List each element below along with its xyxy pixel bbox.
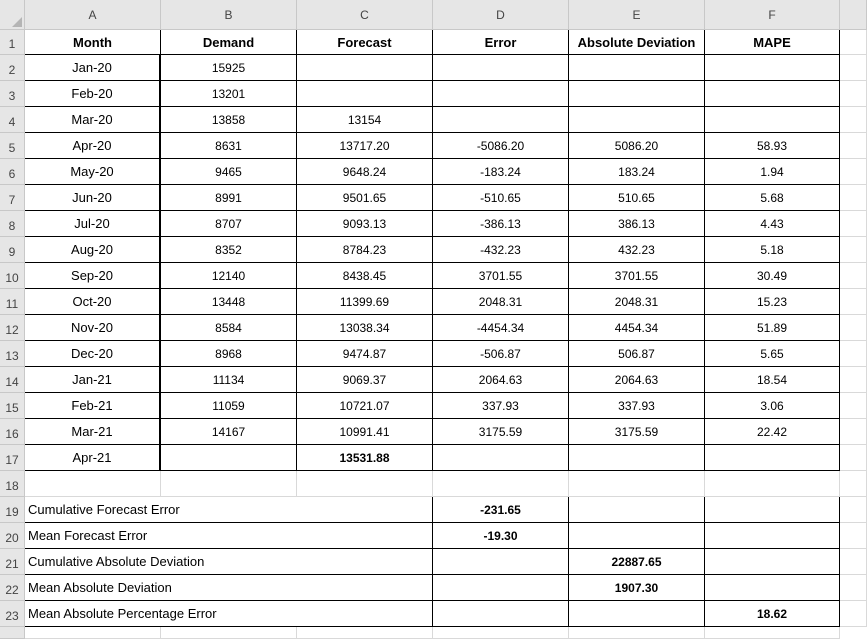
row-header-10[interactable]: 10 — [0, 263, 25, 289]
table-cell-error[interactable]: 3175.59 — [433, 419, 569, 445]
month-cell[interactable]: May-20 — [25, 159, 161, 185]
table-cell-error[interactable]: -506.87 — [433, 341, 569, 367]
table-cell-error[interactable]: -510.65 — [433, 185, 569, 211]
table-cell-forecast[interactable]: 9474.87 — [297, 341, 433, 367]
table-cell-forecast[interactable]: 13038.34 — [297, 315, 433, 341]
row-header-19[interactable]: 19 — [0, 497, 25, 523]
empty-cell[interactable] — [705, 497, 840, 523]
row-header-22[interactable]: 22 — [0, 575, 25, 601]
empty-cell[interactable] — [840, 211, 867, 237]
table-cell-abs-dev[interactable]: 4454.34 — [569, 315, 705, 341]
row-header-1[interactable]: 1 — [0, 30, 25, 55]
row-header-21[interactable]: 21 — [0, 549, 25, 575]
row-header-23[interactable]: 23 — [0, 601, 25, 627]
row-header-13[interactable]: 13 — [0, 341, 25, 367]
table-cell-error[interactable]: 3701.55 — [433, 263, 569, 289]
table-cell-demand[interactable]: 8584 — [161, 315, 297, 341]
empty-cell[interactable] — [569, 627, 705, 639]
table-cell-forecast[interactable] — [297, 55, 433, 81]
month-cell[interactable]: Jun-20 — [25, 185, 161, 211]
row-header-8[interactable]: 8 — [0, 211, 25, 237]
empty-cell[interactable] — [840, 55, 867, 81]
table-cell-forecast[interactable]: 9501.65 — [297, 185, 433, 211]
row-header-3[interactable]: 3 — [0, 81, 25, 107]
row-header-9[interactable]: 9 — [0, 237, 25, 263]
table-cell-abs-dev[interactable]: 2048.31 — [569, 289, 705, 315]
table-cell-error[interactable] — [433, 445, 569, 471]
month-cell[interactable]: Jul-20 — [25, 211, 161, 237]
table-cell-mape[interactable]: 5.68 — [705, 185, 840, 211]
column-header-filler — [840, 0, 867, 30]
table-cell-demand[interactable]: 8352 — [161, 237, 297, 263]
empty-cell[interactable] — [569, 471, 705, 497]
table-cell-demand[interactable]: 12140 — [161, 263, 297, 289]
month-cell[interactable]: Mar-21 — [25, 419, 161, 445]
empty-cell[interactable] — [705, 549, 840, 575]
empty-cell[interactable] — [840, 445, 867, 471]
table-cell-forecast[interactable]: 11399.69 — [297, 289, 433, 315]
empty-cell[interactable] — [161, 471, 297, 497]
table-cell-abs-dev[interactable]: 183.24 — [569, 159, 705, 185]
table-cell-abs-dev[interactable]: 506.87 — [569, 341, 705, 367]
table-cell-forecast[interactable]: 13717.20 — [297, 133, 433, 159]
row-header-5[interactable]: 5 — [0, 133, 25, 159]
empty-cell[interactable] — [840, 471, 867, 497]
empty-cell[interactable] — [840, 263, 867, 289]
empty-cell[interactable] — [840, 601, 867, 627]
table-cell-forecast[interactable]: 10721.07 — [297, 393, 433, 419]
table-header-demand[interactable]: Demand — [161, 30, 297, 55]
column-header-f[interactable]: F — [705, 0, 840, 30]
table-cell-error[interactable]: 2048.31 — [433, 289, 569, 315]
table-header-error[interactable]: Error — [433, 30, 569, 55]
table-cell-demand[interactable]: 8707 — [161, 211, 297, 237]
summary-value[interactable]: 1907.30 — [569, 575, 705, 601]
empty-cell[interactable] — [569, 523, 705, 549]
row-header-4[interactable]: 4 — [0, 107, 25, 133]
month-cell[interactable]: Apr-20 — [25, 133, 161, 159]
row-header-16[interactable]: 16 — [0, 419, 25, 445]
table-cell-error[interactable] — [433, 107, 569, 133]
row-header-15[interactable]: 15 — [0, 393, 25, 419]
table-cell-forecast[interactable]: 13531.88 — [297, 445, 433, 471]
empty-cell[interactable] — [840, 393, 867, 419]
summary-label[interactable]: Mean Absolute Deviation — [25, 575, 433, 601]
month-cell[interactable]: Feb-21 — [25, 393, 161, 419]
table-cell-abs-dev[interactable]: 432.23 — [569, 237, 705, 263]
month-cell[interactable]: Jan-21 — [25, 367, 161, 393]
table-header-mape[interactable]: MAPE — [705, 30, 840, 55]
summary-value[interactable]: 22887.65 — [569, 549, 705, 575]
month-cell[interactable]: Sep-20 — [25, 263, 161, 289]
summary-value[interactable]: -19.30 — [433, 523, 569, 549]
month-cell[interactable]: Mar-20 — [25, 107, 161, 133]
column-header-d[interactable]: D — [433, 0, 569, 30]
table-cell-abs-dev[interactable]: 5086.20 — [569, 133, 705, 159]
table-cell-demand[interactable]: 15925 — [161, 55, 297, 81]
table-cell-demand[interactable]: 8991 — [161, 185, 297, 211]
month-cell[interactable]: Jan-20 — [25, 55, 161, 81]
empty-cell[interactable] — [569, 601, 705, 627]
summary-label[interactable]: Mean Absolute Percentage Error — [25, 601, 433, 627]
table-cell-forecast[interactable]: 10991.41 — [297, 419, 433, 445]
empty-cell[interactable] — [569, 497, 705, 523]
table-cell-mape[interactable] — [705, 55, 840, 81]
empty-cell[interactable] — [840, 159, 867, 185]
summary-value[interactable]: -231.65 — [433, 497, 569, 523]
row-header-14[interactable]: 14 — [0, 367, 25, 393]
table-cell-error[interactable]: -432.23 — [433, 237, 569, 263]
empty-cell[interactable] — [840, 81, 867, 107]
empty-cell[interactable] — [840, 341, 867, 367]
empty-cell[interactable] — [840, 549, 867, 575]
table-cell-error[interactable]: -386.13 — [433, 211, 569, 237]
table-cell-mape[interactable]: 1.94 — [705, 159, 840, 185]
table-cell-demand[interactable]: 9465 — [161, 159, 297, 185]
table-cell-mape[interactable]: 5.65 — [705, 341, 840, 367]
table-cell-mape[interactable]: 58.93 — [705, 133, 840, 159]
table-cell-abs-dev[interactable] — [569, 81, 705, 107]
table-cell-demand[interactable]: 13201 — [161, 81, 297, 107]
row-header-11[interactable]: 11 — [0, 289, 25, 315]
table-cell-mape[interactable]: 22.42 — [705, 419, 840, 445]
table-header-abs-dev[interactable]: Absolute Deviation — [569, 30, 705, 55]
table-cell-mape[interactable]: 3.06 — [705, 393, 840, 419]
empty-cell[interactable] — [25, 627, 161, 639]
table-cell-abs-dev[interactable] — [569, 107, 705, 133]
empty-cell[interactable] — [840, 367, 867, 393]
table-cell-abs-dev[interactable]: 386.13 — [569, 211, 705, 237]
table-cell-error[interactable]: 2064.63 — [433, 367, 569, 393]
table-cell-mape[interactable]: 5.18 — [705, 237, 840, 263]
summary-label[interactable]: Mean Forecast Error — [25, 523, 433, 549]
table-cell-demand[interactable]: 11059 — [161, 393, 297, 419]
table-cell-demand[interactable]: 14167 — [161, 419, 297, 445]
row-header-17[interactable]: 17 — [0, 445, 25, 471]
table-cell-mape[interactable]: 51.89 — [705, 315, 840, 341]
empty-cell[interactable] — [433, 471, 569, 497]
table-cell-demand[interactable]: 13858 — [161, 107, 297, 133]
table-cell-mape[interactable]: 4.43 — [705, 211, 840, 237]
empty-cell[interactable] — [25, 471, 161, 497]
table-cell-forecast[interactable]: 9069.37 — [297, 367, 433, 393]
table-cell-error[interactable]: 337.93 — [433, 393, 569, 419]
empty-cell[interactable] — [161, 627, 297, 639]
row-header-12[interactable]: 12 — [0, 315, 25, 341]
empty-cell[interactable] — [840, 575, 867, 601]
table-cell-demand[interactable]: 8968 — [161, 341, 297, 367]
table-header-month[interactable]: Month — [25, 30, 161, 55]
table-cell-error[interactable] — [433, 81, 569, 107]
table-cell-abs-dev[interactable]: 3701.55 — [569, 263, 705, 289]
row-header-18[interactable]: 18 — [0, 471, 25, 497]
empty-cell[interactable] — [705, 575, 840, 601]
empty-cell[interactable] — [433, 627, 569, 639]
empty-cell[interactable] — [840, 419, 867, 445]
column-header-e[interactable]: E — [569, 0, 705, 30]
table-cell-error[interactable] — [433, 55, 569, 81]
table-cell-mape[interactable] — [705, 445, 840, 471]
table-cell-abs-dev[interactable] — [569, 55, 705, 81]
empty-cell[interactable] — [705, 523, 840, 549]
month-cell[interactable]: Aug-20 — [25, 237, 161, 263]
table-cell-error[interactable]: -4454.34 — [433, 315, 569, 341]
empty-cell[interactable] — [840, 237, 867, 263]
empty-cell[interactable] — [297, 627, 433, 639]
empty-cell[interactable] — [840, 315, 867, 341]
empty-cell[interactable] — [840, 30, 867, 55]
column-header-c[interactable]: C — [297, 0, 433, 30]
empty-cell[interactable] — [840, 289, 867, 315]
column-header-a[interactable]: A — [25, 0, 161, 30]
month-cell[interactable]: Nov-20 — [25, 315, 161, 341]
summary-value[interactable]: 18.62 — [705, 601, 840, 627]
table-cell-mape[interactable]: 30.49 — [705, 263, 840, 289]
empty-cell[interactable] — [840, 185, 867, 211]
empty-cell[interactable] — [433, 575, 569, 601]
row-header-6[interactable]: 6 — [0, 159, 25, 185]
month-cell[interactable]: Dec-20 — [25, 341, 161, 367]
row-header-2[interactable]: 2 — [0, 55, 25, 81]
table-cell-demand[interactable]: 13448 — [161, 289, 297, 315]
table-cell-demand[interactable]: 8631 — [161, 133, 297, 159]
select-all-button[interactable] — [0, 0, 25, 30]
table-cell-error[interactable]: -183.24 — [433, 159, 569, 185]
table-cell-forecast[interactable] — [297, 81, 433, 107]
select-all-icon — [12, 17, 22, 27]
table-cell-forecast[interactable]: 13154 — [297, 107, 433, 133]
table-cell-abs-dev[interactable] — [569, 445, 705, 471]
empty-cell[interactable] — [433, 601, 569, 627]
empty-cell[interactable] — [705, 627, 840, 639]
table-cell-mape[interactable] — [705, 107, 840, 133]
empty-cell[interactable] — [705, 471, 840, 497]
empty-cell[interactable] — [433, 549, 569, 575]
empty-cell[interactable] — [840, 497, 867, 523]
table-header-forecast[interactable]: Forecast — [297, 30, 433, 55]
column-header-b[interactable]: B — [161, 0, 297, 30]
table-cell-mape[interactable] — [705, 81, 840, 107]
table-cell-forecast[interactable]: 8438.45 — [297, 263, 433, 289]
table-cell-abs-dev[interactable]: 510.65 — [569, 185, 705, 211]
empty-cell[interactable] — [297, 471, 433, 497]
empty-cell[interactable] — [840, 523, 867, 549]
month-cell[interactable]: Feb-20 — [25, 81, 161, 107]
empty-cell[interactable] — [840, 107, 867, 133]
table-cell-mape[interactable]: 18.54 — [705, 367, 840, 393]
table-cell-forecast[interactable]: 9648.24 — [297, 159, 433, 185]
row-header-filler — [0, 627, 25, 639]
row-header-7[interactable]: 7 — [0, 185, 25, 211]
table-cell-demand[interactable] — [161, 445, 297, 471]
row-header-20[interactable]: 20 — [0, 523, 25, 549]
table-cell-mape[interactable]: 15.23 — [705, 289, 840, 315]
empty-cell[interactable] — [840, 133, 867, 159]
month-cell[interactable]: Apr-21 — [25, 445, 161, 471]
table-cell-abs-dev[interactable]: 3175.59 — [569, 419, 705, 445]
table-cell-abs-dev[interactable]: 337.93 — [569, 393, 705, 419]
summary-label[interactable]: Cumulative Forecast Error — [25, 497, 433, 523]
table-cell-abs-dev[interactable]: 2064.63 — [569, 367, 705, 393]
table-cell-forecast[interactable]: 8784.23 — [297, 237, 433, 263]
summary-label[interactable]: Cumulative Absolute Deviation — [25, 549, 433, 575]
table-cell-demand[interactable]: 11134 — [161, 367, 297, 393]
month-cell[interactable]: Oct-20 — [25, 289, 161, 315]
table-cell-forecast[interactable]: 9093.13 — [297, 211, 433, 237]
table-cell-error[interactable]: -5086.20 — [433, 133, 569, 159]
